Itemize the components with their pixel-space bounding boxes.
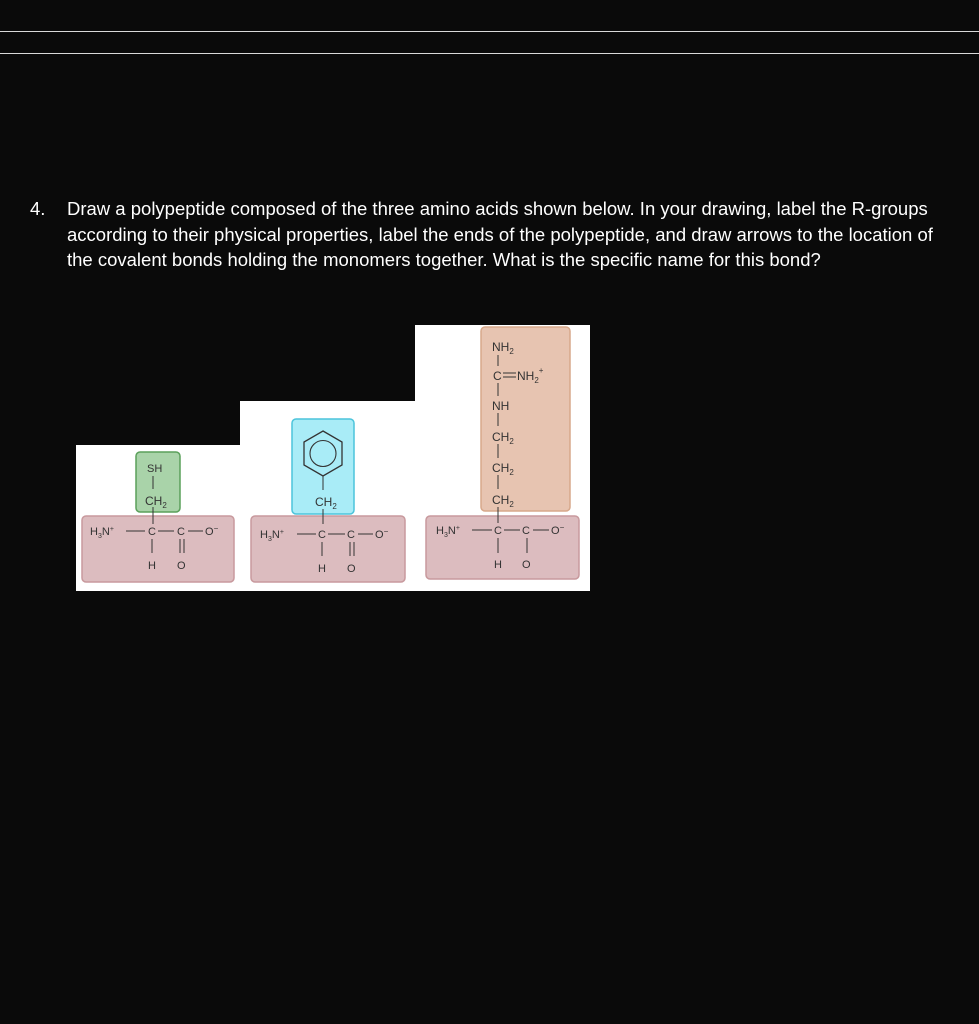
carboxyl-carbon-2: C	[347, 529, 355, 541]
rgroup-box-3	[481, 327, 570, 511]
sidechain-3-nh2: $NH_2$	[492, 340, 514, 356]
sidechain-1-ch2: $CH_2$	[145, 494, 167, 510]
alpha-carbon-3: C	[494, 525, 502, 537]
carboxyl-carbon-3: C	[522, 525, 530, 537]
alpha-carbon-2: C	[318, 529, 326, 541]
carboxylate-oxygen-1: O−	[205, 524, 219, 538]
question-text: Draw a polypeptide composed of the three amino acids shown below. In your drawing, label the R-groups according to their physical properties, label the ends of the polypeptide, and draw arrows to the location of the covalent bonds holding the monomers together. What is the specific name for this bond?	[67, 198, 933, 270]
sidechain-3-ch2-c: $CH_2$	[492, 493, 514, 509]
sidechain-3-ch2-a: $CH_2$	[492, 430, 514, 446]
sidechain-3-ch2-b: $CH_2$	[492, 461, 514, 477]
carbonyl-o-3: O	[522, 559, 531, 571]
alpha-h-3: H	[494, 559, 502, 571]
sidechain-3-nh2-plus: $NH_2^+$	[517, 366, 544, 385]
carbonyl-o-2: O	[347, 563, 356, 575]
sidechain-3-nh: NH	[492, 399, 510, 413]
alpha-h-2: H	[318, 563, 326, 575]
carbonyl-o-1: O	[177, 560, 186, 572]
carboxylate-oxygen-2: O−	[375, 527, 389, 541]
alpha-carbon-1: C	[148, 526, 156, 538]
carboxylate-oxygen-3: O−	[551, 523, 565, 537]
amino-group-1: $H_3N^+$	[90, 526, 114, 540]
carboxyl-carbon-1: C	[177, 526, 185, 538]
sidechain-3-guanidino-c: C	[493, 369, 502, 383]
question-number: 4.	[30, 198, 46, 219]
sidechain-1-sh: SH	[147, 463, 163, 475]
alpha-h-1: H	[148, 560, 156, 572]
sidechain-2-ch2: $CH_2$	[315, 495, 337, 511]
amino-group-2: $H_3N^+$	[260, 529, 284, 543]
amino-group-3: $H_3N^+$	[436, 525, 460, 539]
backbone-box-2	[251, 516, 405, 582]
